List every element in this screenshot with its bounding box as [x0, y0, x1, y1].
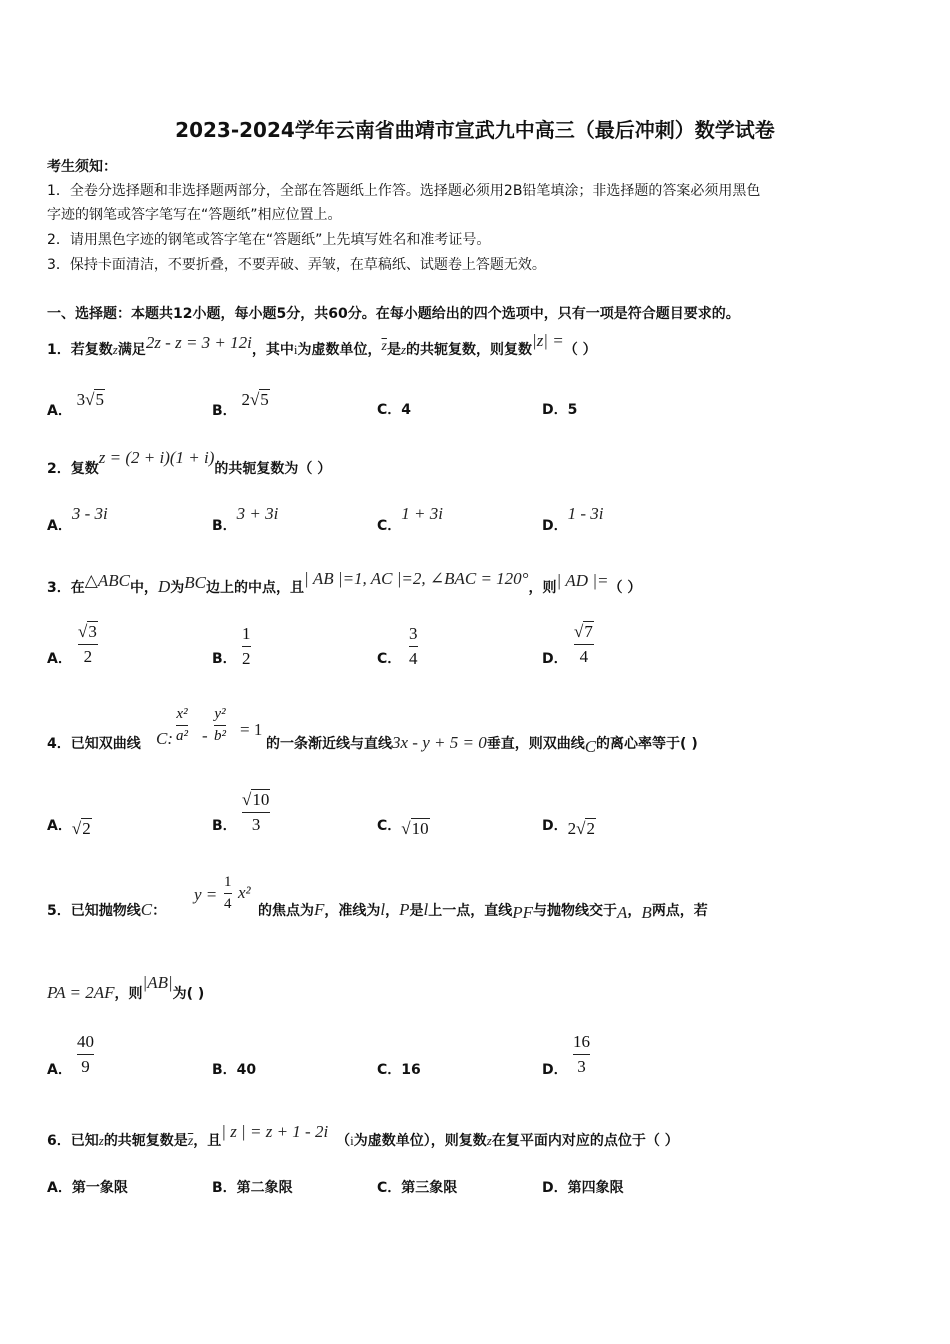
notice-heading: 考生须知： — [47, 159, 117, 175]
fraction-denominator: 4 — [579, 647, 589, 666]
q5-option-a-fraction — [77, 1032, 94, 1077]
q4-option-d: D．2√2 — [542, 818, 595, 838]
q5-text: 的焦点为 — [258, 903, 314, 919]
q3-text: 边上的中点，且 — [205, 580, 304, 596]
q3-text: （ ） — [608, 580, 642, 596]
question-6 — [47, 1122, 679, 1150]
q6-text: 的共轭复数是 — [103, 1133, 188, 1149]
q6-option-d: D．第四象限 — [542, 1180, 624, 1196]
q4-option-a: A．√2 — [47, 818, 91, 838]
option-value: 5 — [95, 390, 104, 409]
q5-option-d-fraction — [573, 1032, 590, 1077]
q5-option-a-label: A． — [47, 1062, 72, 1078]
q5-text: ， — [627, 903, 642, 919]
q2-option-a — [47, 504, 108, 534]
q6-text: 为虚数单位），则复数 — [353, 1133, 487, 1149]
q6-option-c: C．第三象限 — [377, 1180, 458, 1196]
option-value: 3 - 3i — [71, 504, 108, 523]
q5-text: 两点，若 — [651, 903, 708, 919]
q6-equation: | z | = z + 1 - 2i — [221, 1122, 329, 1141]
fraction-denominator: 9 — [81, 1057, 90, 1076]
q4-text: 的离心率等于( ) — [596, 736, 698, 752]
option-label: A． — [47, 403, 72, 419]
q4-curve-name: C: — [156, 729, 173, 748]
question-1 — [47, 331, 597, 359]
fraction-numerator: 16 — [573, 1032, 590, 1051]
q3-option-a-label: A． — [47, 651, 72, 667]
q3-option-c-fraction — [409, 624, 418, 669]
q4-text-start: 4．已知双曲线 — [47, 736, 141, 752]
q5-text: ，准线为 — [324, 903, 381, 919]
q5-text: 上一点，直线 — [428, 903, 513, 919]
q2-option-b — [212, 504, 279, 534]
q6-text: ，且 — [193, 1133, 222, 1149]
option-label: B． — [212, 518, 237, 534]
question-4 — [266, 733, 698, 756]
q5-text: 为( ) — [172, 986, 205, 1002]
q3-text: 3．在 — [47, 580, 85, 596]
q5-var: C — [140, 900, 153, 919]
q3-text: ，则 — [528, 580, 557, 596]
option-value: 2 — [567, 819, 577, 838]
fraction-denominator: 4 — [224, 896, 232, 912]
q4-fraction-x — [176, 706, 188, 745]
fraction-denominator: b² — [214, 728, 226, 744]
fraction-denominator: 3 — [577, 1057, 586, 1076]
page-title: 2023-2024学年云南省曲靖市宣武九中高三（最后冲刺）数学试卷 — [175, 118, 775, 142]
q5-text: ： — [152, 903, 167, 919]
notice-item: 3．保持卡面清洁，不要折叠，不要弄破、弄皱，在草稿纸、试题卷上答题无效。 — [47, 257, 546, 273]
q5-var: P — [399, 900, 410, 919]
q1-text: 满足 — [117, 342, 146, 358]
q5-var: A — [617, 903, 628, 922]
q5-text: ，则 — [114, 986, 143, 1002]
q4-equals: = 1 — [240, 720, 263, 739]
q5-option-c: C．16 — [377, 1062, 421, 1078]
q4-fraction-y — [214, 706, 226, 745]
q1-option-b: B． 2√5 — [212, 390, 269, 419]
fraction-numerator: 40 — [77, 1032, 94, 1051]
q5-y-equals: y = — [194, 885, 218, 904]
q5-x-squared: x² — [238, 883, 251, 902]
option-label: C． — [377, 818, 402, 834]
q6-conjugate: $\overline{z}$ — [187, 1134, 194, 1149]
question-5 — [258, 900, 708, 920]
fraction-denominator: 2 — [242, 649, 251, 668]
fraction-numerator: 10 — [252, 790, 270, 809]
q2-option-d — [542, 504, 604, 534]
q1-abs: |z| = — [532, 331, 564, 350]
q5-condition: PA = 2AF — [47, 983, 115, 1002]
fraction-numerator: y² — [214, 706, 226, 722]
option-label: C． — [377, 518, 402, 534]
option-value: 1 - 3i — [567, 504, 604, 523]
option-value: 2 — [586, 819, 595, 838]
fraction-numerator: x² — [176, 706, 188, 722]
fraction-denominator: a² — [176, 728, 188, 744]
option-label: D． — [542, 818, 568, 834]
q5-fraction — [224, 874, 232, 913]
q6-text: 在复平面内对应的点位于（ ） — [491, 1133, 679, 1149]
q6-var: z — [486, 1133, 492, 1148]
q4-option-b-fraction: √10 3 — [242, 790, 270, 834]
q3-option-c-label: C． — [377, 651, 402, 667]
fraction-numerator: 3 — [88, 622, 97, 641]
q5-abs: |AB| — [142, 973, 173, 992]
q2-text: 2．复数 — [47, 461, 99, 477]
q3-var: D — [157, 577, 171, 596]
q5-text: 5．已知抛物线 — [47, 903, 141, 919]
fraction-numerator: 7 — [584, 622, 593, 641]
option-label: A． — [47, 818, 72, 834]
q2-option-c — [377, 504, 443, 534]
q1-text: 是 — [386, 342, 401, 358]
q6-var: z — [98, 1133, 104, 1148]
q5-text-start — [47, 900, 166, 920]
fraction-denominator: 3 — [251, 815, 261, 834]
q1-text: 1．若复数 — [47, 342, 113, 358]
notice-item: 1．全卷分选择题和非选择题两部分，全部在答题纸上作答。选择题必须用2B铅笔填涂；非选择题的答案必须用黑色 — [47, 183, 761, 199]
q1-option-c: C．4 — [377, 402, 412, 418]
q3-option-b-label: B． — [212, 651, 237, 667]
option-label: D． — [542, 518, 568, 534]
fraction-numerator: 1 — [242, 624, 251, 643]
option-value: 3 + 3i — [236, 504, 279, 523]
option-label: B． — [212, 403, 237, 419]
q3-text: 中， — [129, 580, 158, 596]
q1-option-d: D．5 — [542, 402, 578, 418]
q1-var: z — [112, 342, 118, 357]
option-label: A． — [47, 518, 72, 534]
q3-option-b-fraction — [242, 624, 251, 669]
q6-text: 6．已知 — [47, 1133, 99, 1149]
option-value: 5 — [260, 390, 269, 409]
fraction-numerator: 3 — [409, 624, 418, 643]
q1-conjugate: $\overline{z}$ — [381, 339, 387, 354]
q4-text: 的一条渐近线与直线 — [266, 736, 392, 752]
q3-text: 为 — [170, 580, 185, 596]
q1-text: 的共轭复数，则复数 — [406, 342, 533, 358]
option-value: 2 — [241, 390, 250, 409]
q4-option-c: C．√10 — [377, 818, 429, 838]
q6-option-b: B．第二象限 — [212, 1180, 293, 1196]
q4-line-equation: 3x - y + 5 = 0 — [392, 733, 487, 752]
q5-text: 与抛物线交于 — [533, 903, 618, 919]
q4-text: 垂直，则双曲线 — [486, 736, 585, 752]
q1-text: ，其中 — [251, 342, 294, 358]
q1-text: 为虚数单位， — [297, 342, 382, 358]
q5-var: F — [314, 900, 325, 919]
q1-option-a: A． 3√5 — [47, 390, 104, 419]
q3-option-a-fraction: √3 2 — [78, 622, 97, 666]
q4-minus: - — [202, 726, 208, 745]
q5-text: 是 — [409, 903, 424, 919]
q5-option-d-label: D． — [542, 1062, 568, 1078]
q5-var: B — [641, 903, 652, 922]
q3-option-d-label: D． — [542, 651, 568, 667]
q3-option-d-fraction: √7 4 — [574, 622, 593, 666]
q5-var: l — [380, 900, 386, 919]
option-value: 2 — [82, 819, 91, 838]
q3-var: BC — [184, 573, 206, 592]
question-2 — [47, 448, 332, 478]
q5-var: PF — [512, 903, 534, 922]
q4-var: C — [584, 737, 597, 756]
option-value: 1 + 3i — [401, 504, 443, 523]
notice-item: 字迹的钢笔或答字笔写在“答题纸”相应位置上。 — [47, 207, 342, 223]
option-value: 3 — [76, 390, 86, 409]
q5-condition-line — [47, 973, 205, 1003]
q5-option-b: B．40 — [212, 1062, 257, 1078]
q3-condition: | AB |=1, AC |=2, ∠BAC = 120° — [303, 569, 529, 588]
q1-var: i — [293, 342, 298, 357]
section-heading: 一、选择题：本题共12小题，每小题5分，共60分。在每小题给出的四个选项中，只有一项是符合题目要求的。 — [47, 306, 740, 322]
q6-var: i — [350, 1133, 354, 1148]
q4-option-b-label: B． — [212, 818, 237, 834]
fraction-numerator: 1 — [224, 874, 232, 890]
q5-var: l — [423, 900, 429, 919]
q3-triangle: △ABC — [84, 571, 130, 590]
q2-equation: z = (2 + i)(1 + i) — [98, 448, 215, 467]
fraction-denominator: 2 — [83, 647, 93, 666]
q2-text: 的共轭复数为（ ） — [214, 461, 332, 477]
option-value: 10 — [411, 819, 429, 838]
q1-var: z — [400, 342, 407, 357]
q1-equation: 2z - z = 3 + 12i — [145, 333, 252, 352]
notice-item: 2．请用黑色字迹的钢笔或答字笔在“答题纸”上先填写姓名和准考证号。 — [47, 232, 491, 248]
q6-option-a: A．第一象限 — [47, 1180, 128, 1196]
fraction-denominator: 4 — [409, 649, 418, 668]
q3-abs: | AD |= — [556, 571, 609, 590]
q1-text: （ ） — [563, 342, 597, 358]
question-3 — [47, 569, 642, 597]
q6-text: （ — [336, 1133, 351, 1149]
q5-text: ， — [385, 903, 400, 919]
